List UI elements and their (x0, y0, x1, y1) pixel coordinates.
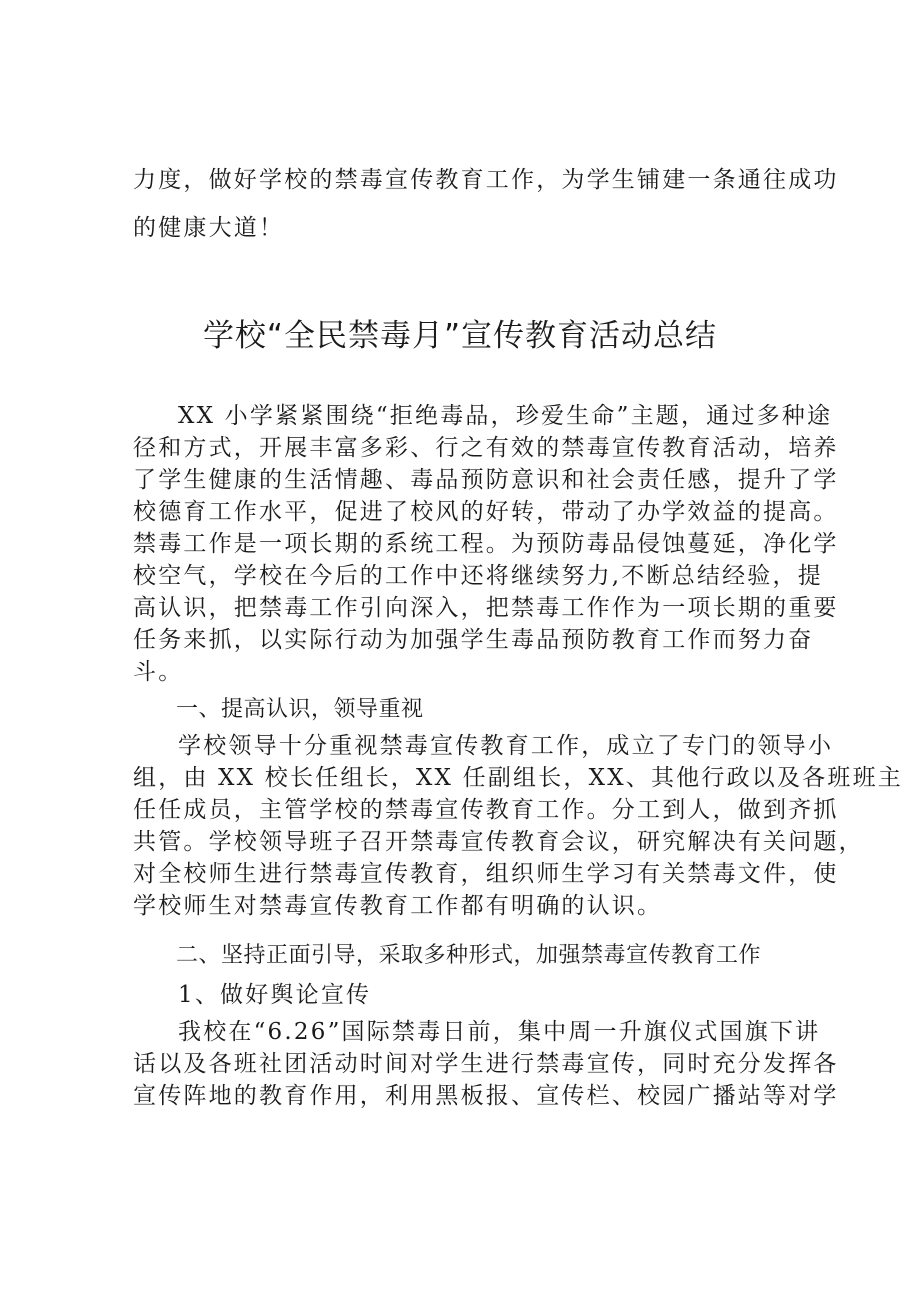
intro-line-1: 力度，做好学校的禁毒宣传教育工作，为学生铺建一条通往成功 (133, 167, 839, 193)
para2-line-5: 对全校师生进行禁毒宣传教育，组织师生学习有关禁毒文件，使 (133, 861, 839, 887)
para3-line-1: 我校在“6.26”国际禁毒日前，集中周一升旗仪式国旗下讲 (178, 1019, 821, 1045)
para2-line-1: 学校领导十分重视禁毒宣传教育工作，成立了专门的领导小 (178, 733, 834, 759)
para1-line-8: 任务来抓，以实际行动为加强学生毒品预防教育工作而努力奋 (133, 627, 814, 653)
para2-line-2: 组，由 XX 校长任组长，XX 任副组长，XX、其他行政以及各班班主 (133, 765, 903, 791)
para1-line-9: 斗。 (133, 659, 184, 685)
intro-line-2: 的健康大道！ (133, 215, 285, 241)
para1-line-1: XX 小学紧紧围绕“拒绝毒品，珍爱生命”主题，通过多种途 (178, 403, 833, 429)
section-heading-1: 一、提高认识，领导重视 (176, 697, 424, 722)
para1-line-6: 校空气，学校在今后的工作中还将继续努力,不断总结经验，提 (133, 563, 823, 589)
para1-line-2: 径和方式，开展丰富多彩、行之有效的禁毒宣传教育活动，培养 (133, 435, 839, 461)
para2-line-3: 任任成员，主管学校的禁毒宣传教育工作。分工到人，做到齐抓 (133, 797, 839, 823)
para3-line-3: 宣传阵地的教育作用，利用黑板报、宣传栏、校园广播站等对学 (133, 1083, 839, 1109)
para1-line-4: 校德育工作水平，促进了校风的好转，带动了办学效益的提高。 (133, 499, 839, 525)
para2-line-4: 共管。学校领导班子召开禁毒宣传教育会议，研究解决有关问题， (133, 829, 864, 855)
document-title: 学校“全民禁毒月”宣传教育活动总结 (202, 318, 718, 354)
para1-line-5: 禁毒工作是一项长期的系统工程。为预防毒品侵蚀蔓延，净化学 (133, 531, 839, 557)
para3-line-2: 话以及各班社团活动时间对学生进行禁毒宣传，同时充分发挥各 (133, 1051, 839, 1077)
section-heading-2: 二、坚持正面引导，采取多种形式，加强禁毒宣传教育工作 (176, 943, 762, 968)
para1-line-3: 了学生健康的生活情趣、毒品预防意识和社会责任感，提升了学 (133, 467, 839, 493)
para2-line-6: 学校师生对禁毒宣传教育工作都有明确的认识。 (133, 893, 663, 919)
subheading-1: 1、做好舆论宣传 (178, 982, 372, 1008)
para1-line-7: 高认识，把禁毒工作引向深入，把禁毒工作作为一项长期的重要 (133, 595, 839, 621)
